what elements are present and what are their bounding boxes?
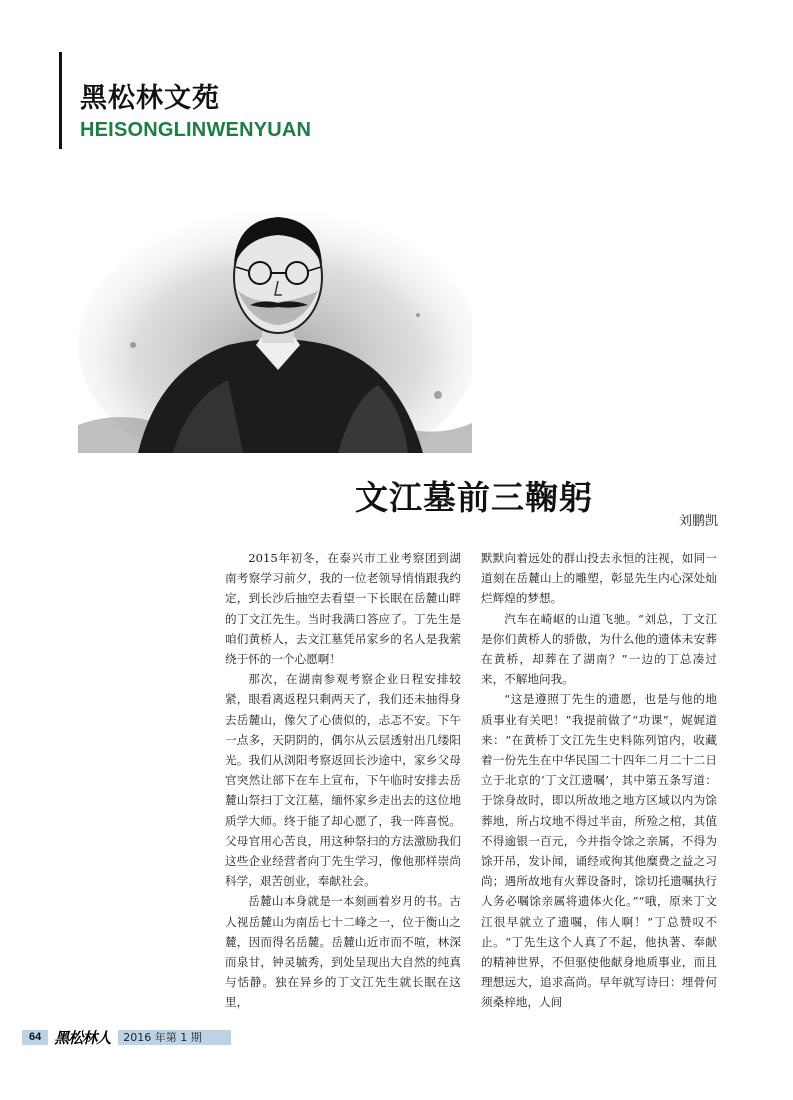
section-divider-bar <box>59 52 62 149</box>
magazine-logo: 黑松林人 <box>54 1029 111 1047</box>
paragraph: 岳麓山本身就是一本刻画着岁月的书。古人视岳麓山为南岳七十二峰之一，位于衡山之麓，因而得名岳麓。岳麓山近市而不喧，林深而泉甘，钟灵毓秀，到处呈现出大自然的纯真与恬静。独在异乡的丁文江先生就长眠在这里， <box>225 894 461 1010</box>
paragraph: 2015年初冬，在泰兴市工业考察团到湖南考察学习前夕，我的一位老领导悄悄跟我约定，到长沙后抽空去看望一下长眠在岳麓山畔的丁文江先生。当时我满口答应了。丁先生是咱们黄桥人，去文江墓凭吊家乡的名人是我萦绕于怀的一个心愿啊！ <box>225 551 461 667</box>
issue-label: 2016 年第 1 期 <box>118 1030 231 1045</box>
paragraph: 那次，在湖南参观考察企业日程安排较紧，眼看离返程只剩两天了，我们还未抽得身去岳麓山，像欠了心债似的，忐忑不安。下午一点多，天阴阴的，偶尔从云层透射出几缕阳光。我们从浏阳考察返回长沙途中，家乡父母官突然让部下在车上宣布，下午临时安排去岳麓山祭扫丁文江墓，缅怀家乡走出去的这位地质学大师。终于能了却心愿了，我一阵喜悦。父母官用心苦良，用这种祭扫的方法激励我们这些企业经营者向丁先生学习，像他那样崇尚科学，艰苦创业，奉献社会。 <box>225 672 461 889</box>
article-column-right <box>481 548 717 1013</box>
article-title: 文江墓前三鞠躬 <box>355 478 593 517</box>
paragraph: 默默向着远处的群山投去永恒的注视，如同一道刻在岳麓山上的雕塑，彰显先生内心深处灿烂辉煌的梦想。 <box>481 551 717 606</box>
page-number: 64 <box>22 1030 48 1045</box>
section-title-cn: 黑松林文苑 <box>80 83 220 114</box>
portrait-illustration <box>78 195 472 453</box>
page-footer <box>22 1030 231 1045</box>
paragraph: 汽车在崎岖的山道飞驰。“刘总，丁文江是你们黄桥人的骄傲，为什么他的遗体未安葬在黄桥，却葬在了湖南？”一边的丁总凑过来，不解地问我。 <box>481 611 717 687</box>
article-author: 刘鹏凯 <box>678 514 718 529</box>
paragraph: “这是遵照丁先生的遗愿，也是与他的地质事业有关吧！”我提前做了“功课”，娓娓道来：“在黄桥丁文江先生史料陈列馆内，收藏着一份先生在中华民国二十四年二月二十二日立于北京的‘丁文江遗嘱’，其中第五条写道：于馀身故时，即以所故地之地方区域以内为馀葬地，所占坟地不得过半亩，所殓之棺，其值不得逾银一百元，今并指令馀之亲属，不得为馀开吊，发讣闻，诵经或徇其他糜费之益之习尚；遇所故地有火葬设备时，馀切托遗嘱执行人务必嘱馀亲属将遗体火化。”“哦，原来丁文江很早就立了遗嘱，伟人啊！”丁总赞叹不止。“丁先生这个人真了不起，他执著、奉献的精神世界，不但驱使他献身地质事业，而且理想远大，追求高尚。早年就写诗曰：埋骨何须桑梓地，人间 <box>481 692 717 1010</box>
section-title-en: HEISONGLINWENYUAN <box>80 119 312 141</box>
article-column-left <box>225 548 461 1013</box>
